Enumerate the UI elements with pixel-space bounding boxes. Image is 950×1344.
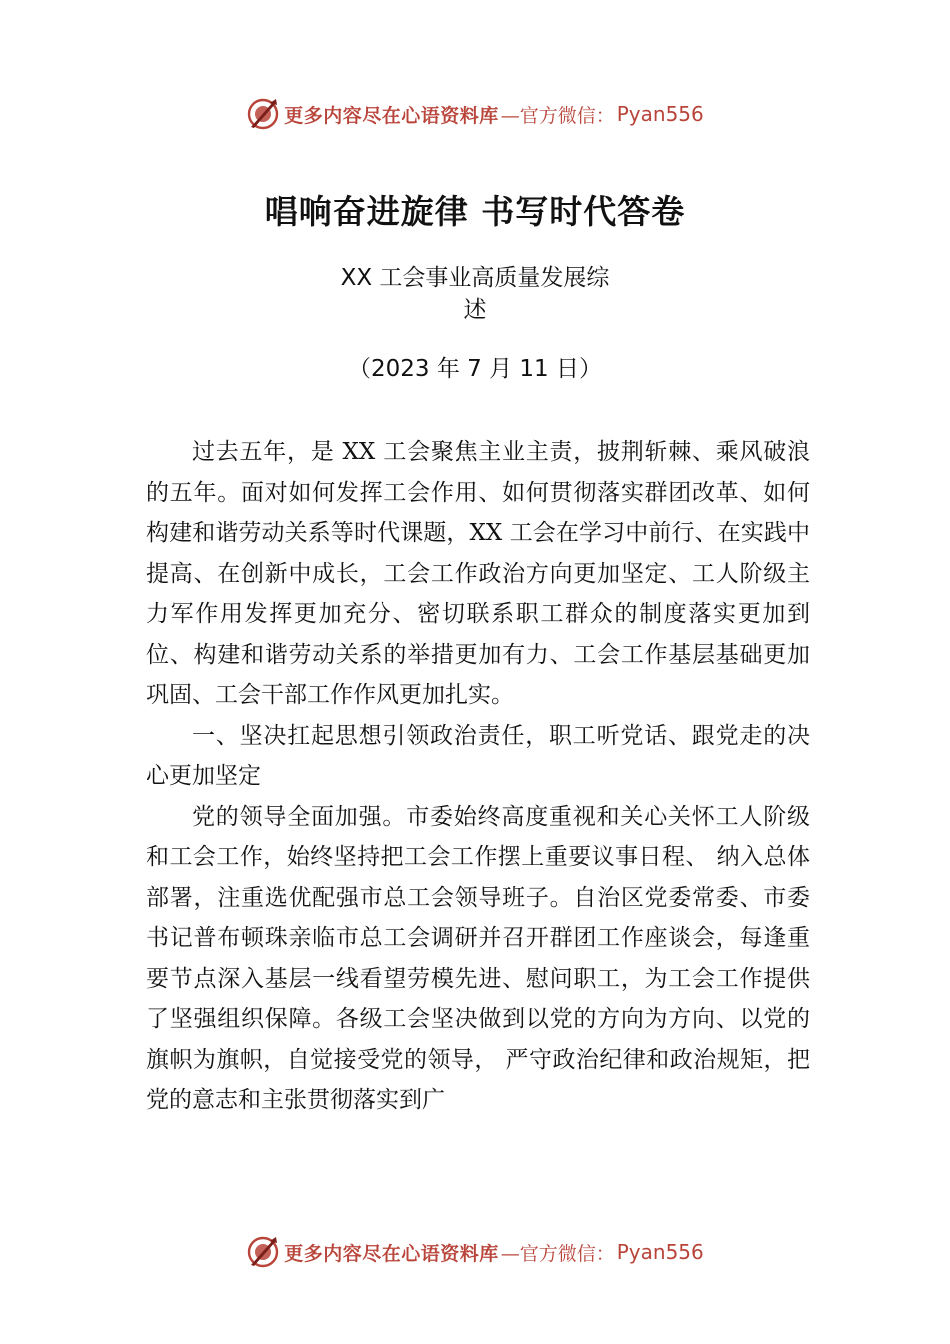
document-subtitle	[0, 262, 950, 326]
document-title: 唱响奋进旋律 书写时代答卷	[264, 192, 686, 231]
document-date: （2023 年 7 月 11 日）	[348, 356, 602, 382]
paragraph-intro: 过去五年，是 XX 工会聚焦主业主责，披荆斩棘、乘风破浪的五年。面对如何发挥工会作用、如何贯彻落实群团改革、如何构建和谐劳动关系等时代课题，XX 工会在学习中前行、在实践中提高、在创新中成长，工会工作政治方向更加坚定、工人阶级主力军作用发挥更加充分、密切联系职工群众的制度落实更加到位、构建和谐劳动关系的举措更加有力、工会工作基层基础更加巩固、工会干部工作作风更加扎实。	[146, 439, 810, 708]
header-watermark	[0, 94, 950, 134]
footer-watermark	[0, 1232, 950, 1272]
watermark-wechat-id: Pyan556	[616, 102, 704, 126]
subtitle-line-1: XX 工会事业高质量发展综	[340, 265, 610, 291]
watermark-text: 更多内容尽在心语资料库	[284, 1242, 499, 1265]
watermark-text: 更多内容尽在心语资料库	[284, 104, 499, 127]
subtitle-line-2: 述	[463, 297, 487, 323]
watermark-separator: —官方微信：	[500, 1242, 615, 1265]
watermark-wechat-id: Pyan556	[616, 1240, 704, 1264]
watermark-separator: —官方微信：	[500, 104, 615, 127]
quill-pen-logo-icon	[246, 1235, 280, 1269]
document-body	[146, 432, 810, 1121]
section-heading-1: 一、坚决扛起思想引领政治责任，职工听党话、跟党走的决心更加坚定	[146, 722, 810, 789]
quill-pen-logo-icon	[246, 97, 280, 131]
paragraph-party-leadership: 党的领导全面加强。市委始终高度重视和关心关怀工人阶级和工会工作，始终坚持把工会工作摆上重要议事日程、 纳入总体部署，注重选优配强市总工会领导班子。自治区党委常委、市委书记普布顿珠亲临市总工会调研并召开群团工作座谈会，每逢重要节点深入基层一线看望劳模先进、慰问职工，为工会工作提供了坚强组织保障。各级工会坚决做到以党的方向为方向、以党的旗帜为旗帜，自觉接受党的领导， 严守政治纪律和政治规矩，把党的意志和主张贯彻落实到广	[146, 803, 810, 1113]
